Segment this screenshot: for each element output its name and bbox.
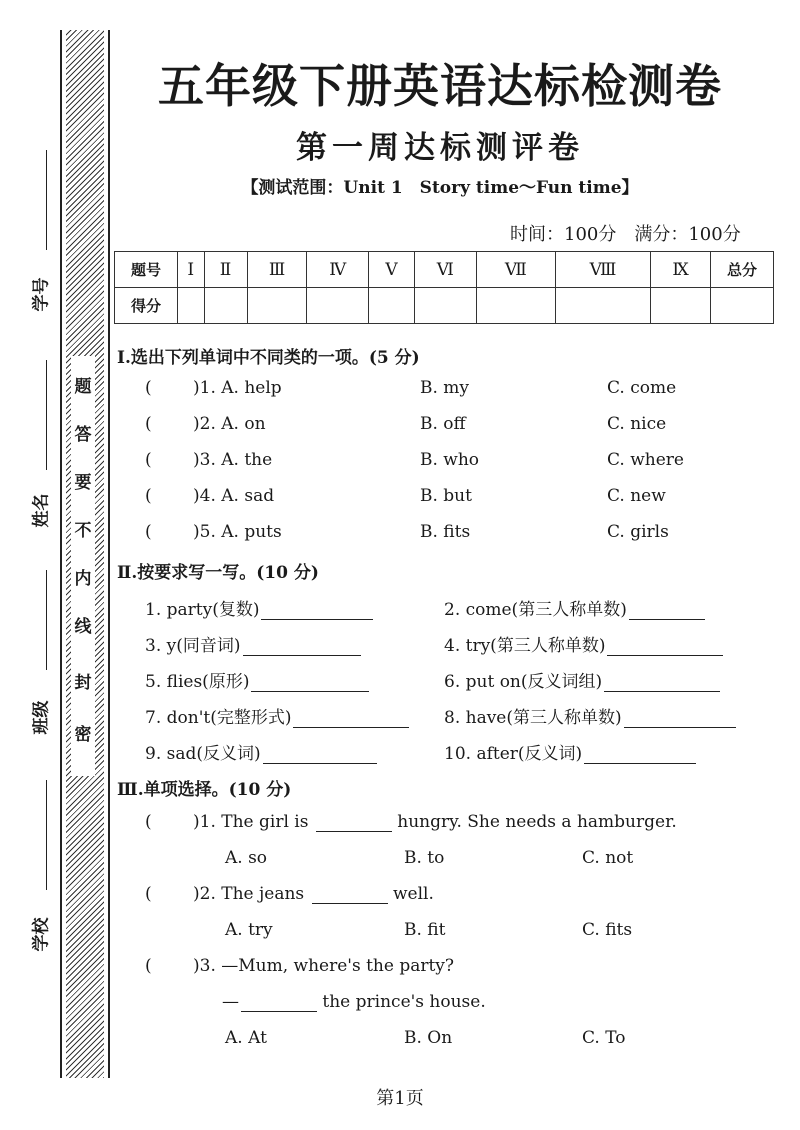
write-prompt: 7. don't(完整形式) <box>145 708 292 728</box>
score-cell[interactable] <box>178 288 205 324</box>
section-3-title: Ⅲ.单项选择。(10 分) <box>117 780 292 800</box>
seal-char: 密 <box>74 725 92 745</box>
option-b: B. On <box>404 1028 453 1048</box>
write-item <box>444 739 696 764</box>
write-prompt: 8. have(第三人称单数) <box>444 708 622 728</box>
score-cell[interactable] <box>247 288 307 324</box>
write-item <box>145 631 361 656</box>
write-prompt: 2. come(第三人称单数) <box>444 600 627 620</box>
question-text: well. <box>392 884 434 904</box>
write-item <box>444 703 736 728</box>
write-prompt: 9. sad(反义词) <box>145 744 261 764</box>
score-cell[interactable] <box>204 288 247 324</box>
answer-blank[interactable] <box>624 709 736 728</box>
answer-paren[interactable]: ( <box>145 450 152 470</box>
option-b: B. fits <box>420 522 471 542</box>
option-a: A. At <box>225 1028 267 1048</box>
answer-blank[interactable] <box>629 601 705 620</box>
write-item <box>444 631 723 656</box>
answer-paren[interactable]: ( <box>145 378 152 398</box>
time-score-info: 时间：100分 满分：100分 <box>510 224 741 245</box>
option-c: C. nice <box>607 414 667 434</box>
answer-paren[interactable]: ( <box>145 522 152 542</box>
name-field[interactable] <box>46 360 47 470</box>
question-text: )1. The girl is <box>193 812 309 832</box>
question-text: )3. A. the <box>193 450 273 470</box>
answer-blank[interactable] <box>607 637 723 656</box>
seal-char: 题 <box>74 377 92 397</box>
answer-paren[interactable]: ( <box>145 812 152 832</box>
section-2-title: Ⅱ.按要求写一写。(10 分) <box>117 563 319 583</box>
option-b: B. who <box>420 450 480 470</box>
option-a: A. try <box>225 920 273 940</box>
score-cell[interactable] <box>555 288 650 324</box>
write-item <box>145 595 373 620</box>
answer-blank[interactable] <box>604 673 720 692</box>
margin-border-inner <box>108 30 110 1078</box>
table-col: Ⅵ <box>414 252 476 288</box>
table-col: Ⅸ <box>651 252 711 288</box>
table-col-total: 总分 <box>711 252 774 288</box>
write-prompt: 1. party(复数) <box>145 600 260 620</box>
table-col: Ⅱ <box>204 252 247 288</box>
seal-char: 线 <box>74 617 92 637</box>
class-label: 班级 <box>31 700 52 735</box>
write-prompt: 3. y(同音词) <box>145 636 241 656</box>
table-col: Ⅷ <box>555 252 650 288</box>
seal-char: 要 <box>74 473 92 493</box>
answer-blank[interactable] <box>261 601 373 620</box>
answer-paren[interactable]: ( <box>145 414 152 434</box>
score-cell[interactable] <box>414 288 476 324</box>
school-field[interactable] <box>46 780 47 890</box>
option-b: B. my <box>420 378 470 398</box>
table-col: Ⅴ <box>369 252 415 288</box>
option-b: B. off <box>420 414 466 434</box>
score-cell[interactable] <box>476 288 555 324</box>
class-field[interactable] <box>46 570 47 670</box>
margin-border-outer <box>60 30 62 1078</box>
write-item <box>444 595 705 620</box>
write-item <box>444 667 720 692</box>
option-c: C. where <box>607 450 684 470</box>
question-text: the prince's house. <box>322 992 486 1012</box>
question-text: )2. A. on <box>193 414 266 434</box>
answer-paren[interactable]: ( <box>145 956 152 976</box>
question-text: )5. A. puts <box>193 522 282 542</box>
test-scope: 【测试范围：Unit 1 Story time～Fun time】 <box>241 178 639 198</box>
answer-blank[interactable] <box>241 993 317 1012</box>
table-col: Ⅶ <box>476 252 555 288</box>
table-row <box>115 252 774 288</box>
mc-question <box>193 884 434 904</box>
answer-blank[interactable] <box>251 673 369 692</box>
option-c: C. come <box>607 378 677 398</box>
answer-blank[interactable] <box>584 745 696 764</box>
name-label: 姓名 <box>31 493 52 528</box>
option-c: C. new <box>607 486 666 506</box>
option-c: C. To <box>582 1028 626 1048</box>
table-head: 题号 <box>115 252 178 288</box>
question-text: )3. —Mum, where's the party? <box>193 956 455 976</box>
section-1-title: Ⅰ.选出下列单词中不同类的一项。(5 分) <box>117 348 420 368</box>
write-prompt: 5. flies(原形) <box>145 672 250 692</box>
page-title: 五年级下册英语达标检测卷 <box>158 59 722 113</box>
table-row <box>115 288 774 324</box>
table-head: 得分 <box>115 288 178 324</box>
question-text: )4. A. sad <box>193 486 275 506</box>
answer-blank[interactable] <box>293 709 409 728</box>
write-item <box>145 739 377 764</box>
answer-paren[interactable]: ( <box>145 486 152 506</box>
option-c: C. girls <box>607 522 669 542</box>
option-c: C. fits <box>582 920 633 940</box>
school-label: 学校 <box>31 917 52 952</box>
answer-blank[interactable] <box>316 813 392 832</box>
score-cell[interactable] <box>307 288 369 324</box>
answer-paren[interactable]: ( <box>145 884 152 904</box>
seal-char: 不 <box>74 521 92 541</box>
student-id-field[interactable] <box>46 150 47 250</box>
option-b: B. to <box>404 848 445 868</box>
page-subtitle: 第一周达标测评卷 <box>296 130 584 166</box>
table-col: Ⅰ <box>178 252 205 288</box>
table-col: Ⅲ <box>247 252 307 288</box>
seal-char: 封 <box>74 673 92 693</box>
option-c: C. not <box>582 848 634 868</box>
student-id-label: 学号 <box>31 277 52 312</box>
seal-char: 答 <box>74 425 92 445</box>
answer-blank[interactable] <box>312 885 388 904</box>
option-b: B. but <box>420 486 472 506</box>
mc-question-line2 <box>222 992 486 1012</box>
dash: — <box>222 992 239 1012</box>
score-cell[interactable] <box>651 288 711 324</box>
seal-char: 内 <box>74 569 92 589</box>
answer-blank[interactable] <box>263 745 377 764</box>
write-prompt: 4. try(第三人称单数) <box>444 636 606 656</box>
score-cell[interactable] <box>369 288 415 324</box>
write-item <box>145 667 369 692</box>
score-table <box>114 251 774 324</box>
question-text: )1. A. help <box>193 378 282 398</box>
option-a: A. so <box>225 848 268 868</box>
page-number: 第1页 <box>376 1088 424 1109</box>
option-b: B. fit <box>404 920 446 940</box>
write-prompt: 6. put on(反义词组) <box>444 672 603 692</box>
write-item <box>145 703 409 728</box>
table-col: Ⅳ <box>307 252 369 288</box>
score-cell[interactable] <box>711 288 774 324</box>
mc-question <box>193 812 677 832</box>
write-prompt: 10. after(反义词) <box>444 744 583 764</box>
question-text: hungry. She needs a hamburger. <box>397 812 677 832</box>
question-text: )2. The jeans <box>193 884 305 904</box>
answer-blank[interactable] <box>243 637 361 656</box>
